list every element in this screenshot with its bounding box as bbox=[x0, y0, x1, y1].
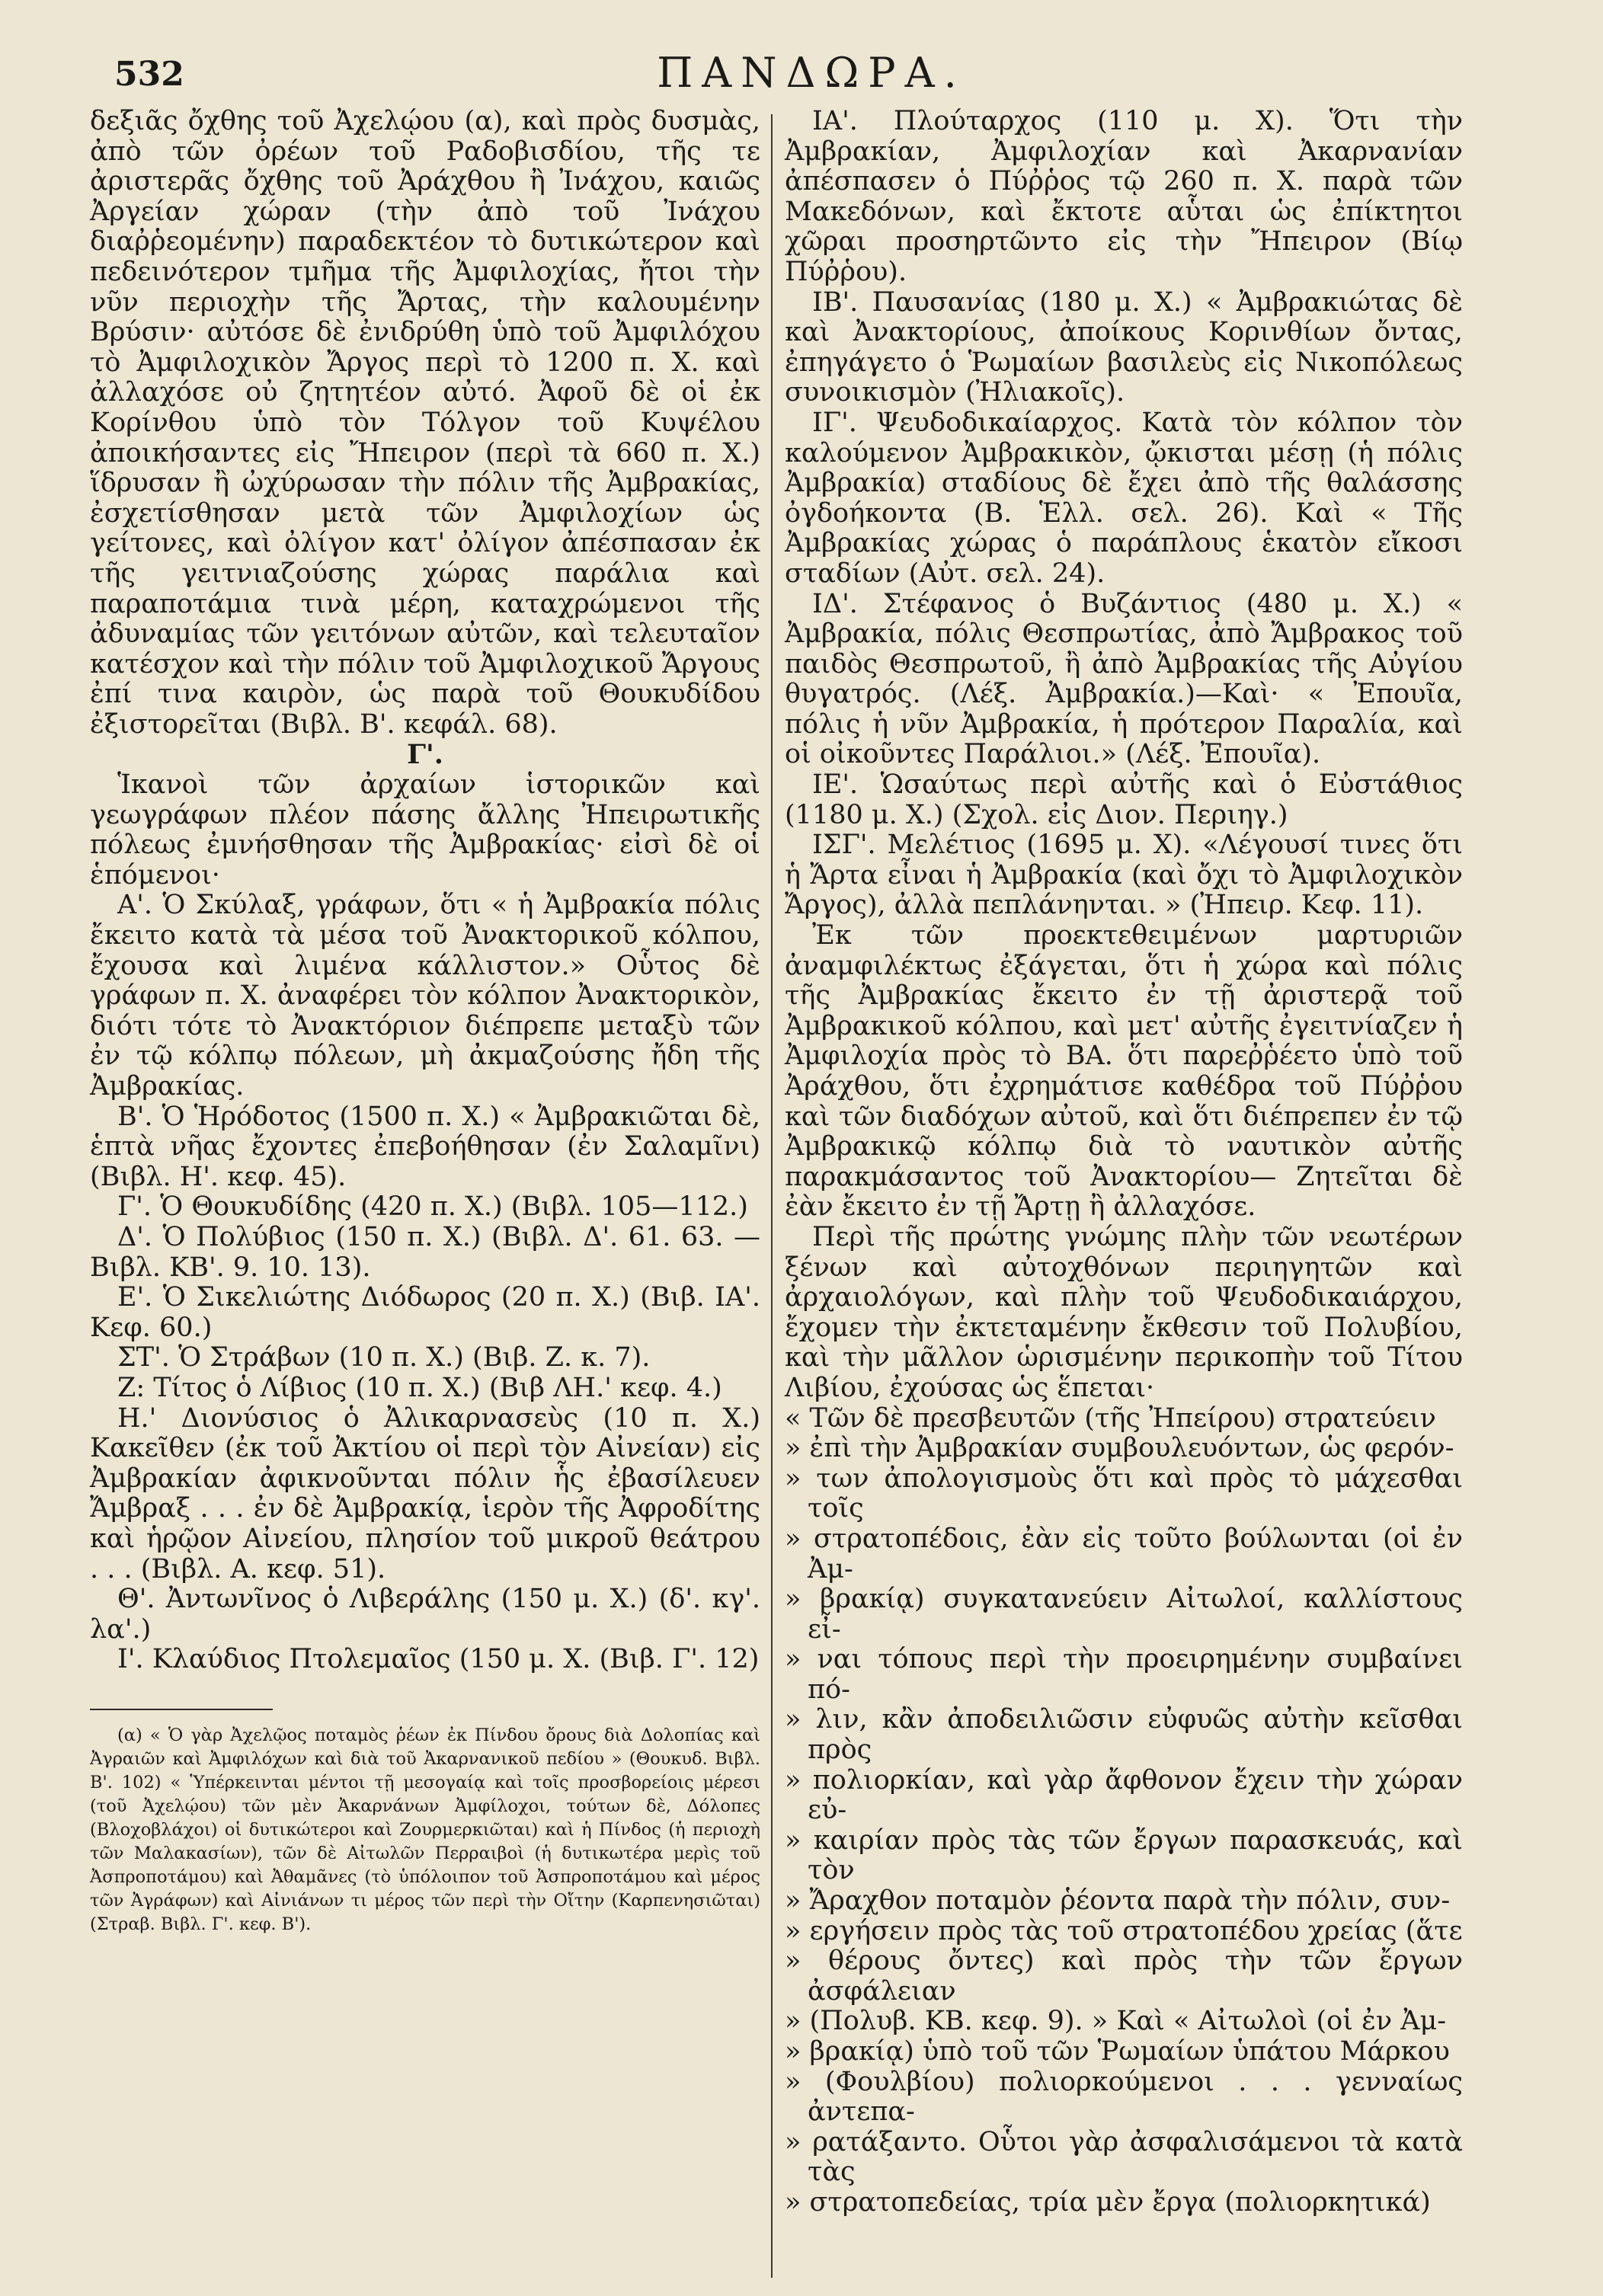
footnote-rule bbox=[90, 1709, 273, 1710]
quote-line: » ἐπὶ τὴν Ἀμβρακίαν συμβουλευόντων, ὡς φερόν- bbox=[785, 1433, 1454, 1464]
source-entry: Α'. Ὁ Σκύλαξ, γράφων, ὅτι « ἡ Ἀμβρακία πόλις ἔκειτο κατὰ τὰ μέσα τοῦ Ἀνακτορικοῦ κόλπου, ἔχουσα καὶ λιμένα κάλλιστον.» Οὗτος δὲ γράφων π. Χ. ἀναφέρει τὸν κόλπον Ἀνακτορικὸν, διότι τότε τὸ Ἀνακτόριον διέπρεπε μεταξὺ τῶν ἐν τῷ κόλπῳ πόλεων, μὴ ἀκμαζούσης ἤδη τῆς Ἀμβρακίας. bbox=[90, 890, 760, 1102]
paragraph: Ἱκανοὶ τῶν ἀρχαίων ἱστορικῶν καὶ γεωγράφων πλέον πάσης ἄλλης Ἠπειρωτικῆς πόλεως ἐμνήσθησαν τῆς Ἀμβρακίας· εἰσὶ δὲ οἱ ἑπόμενοι· bbox=[90, 769, 760, 891]
page-header bbox=[114, 49, 1509, 110]
source-entry: Ι'. Κλαύδιος Πτολεμαῖος (150 μ. Χ. (Βιβ. Γ'. 12) bbox=[117, 1644, 760, 1675]
quote-line: » Ἄραχθον ποταμὸν ῥέοντα παρὰ τὴν πόλιν, συν- bbox=[785, 1885, 1451, 1917]
quote-line: » βρακίᾳ) συγκατανεύειν Αἰτωλοί, καλλίστους εἶ- bbox=[785, 1584, 1472, 1645]
quote-line: » ρατάξαντο. Οὗτοι γὰρ ἀσφαλισάμενοι τὰ κατὰ τὰς bbox=[785, 2126, 1472, 2188]
source-entry: Γ'. Ὁ Θουκυδίδης (420 π. Χ.) (Βιβλ. 105—112.) bbox=[117, 1191, 748, 1223]
source-entry: Θ'. Ἀντωνῖνος ὁ Λιβεράλης (150 μ. Χ.) (δ'. κγ'. λα'.) bbox=[90, 1584, 760, 1645]
quote-line: » λιν, κἂν ἀποδειλιῶσιν εὐφυῶς αὐτὴν κεῖσθαι πρὸς bbox=[785, 1704, 1472, 1766]
quote-line: » εργήσειν πρὸς τὰς τοῦ στρατοπέδου χρείας (ἅτε bbox=[785, 1915, 1463, 1946]
quote-line: » των ἀπολογισμοὺς ὅτι καὶ πρὸς τὸ μάχεσθαι τοῖς bbox=[785, 1463, 1472, 1524]
paragraph: δεξιᾶς ὄχθης τοῦ Ἀχελῴου (α), καὶ πρὸς δυσμὰς, ἀπὸ τῶν ὀρέων τοῦ Ραδοβισδίου, τῆς τε ἀριστερᾶς ὄχθης τοῦ Ἀράχθου ἢ Ἰνάχου, καιῶς Ἀργείαν χώραν (τὴν ἀπὸ τοῦ Ἰνάχου διαῤῥεομένην) παραδεκτέον τὸ δυτικώτερον καὶ πεδεινότερον τμῆμα τῆς Ἀμφιλοχίας, ἤτοι τὴν νῦν περιοχὴν τῆς Ἄρτας, τὴν καλουμένην Βρύσιν· αὐτόσε δὲ ἐνιδρύθη ὑπὸ τοῦ Ἀμφιλόχου τὸ Ἀμφιλοχικὸν Ἄργος περὶ τὸ 1200 π. Χ. καὶ ἀλλαχόσε οὐ ζητητέον αὐτό. Ἀφοῦ δὲ οἱ ἐκ Κορίνθου ὑπὸ τὸν Τόλγον τοῦ Κυψέλου ἀποικήσαντες εἰς Ἤπειρον (περὶ τὰ 660 π. Χ.) ἵδρυσαν ἢ ὠχύρωσαν τὴν πόλιν τῆς Ἀμβρακίας, ἐσχετίσθησαν μετὰ τῶν Ἀμφιλοχίων ὡς γείτονες, καὶ ὀλίγον κατ' ὀλίγον ἀπέσπασαν ἐκ τῆς γειτνιαζούσης χώρας παράλια καὶ παραποτάμια τινὰ μέρη, καταχρώμενοι τῆς ἀδυναμίας τῶν γειτόνων αὐτῶν, καὶ τελευταῖον κατέσχον καὶ τὴν πόλιν τοῦ Ἀμφιλοχικοῦ Ἄργους ἐπί τινα καιρὸν, ὡς παρὰ τοῦ Θουκυδίδου ἐξιστορεῖται (Βιβλ. Β'. κεφάλ. 68). bbox=[90, 106, 760, 740]
source-entry: Δ'. Ὁ Πολύβιος (150 π. Χ.) (Βιβλ. Δ'. 61. 63. — Βιβλ. ΚΒ'. 9. 10. 13). bbox=[90, 1221, 760, 1283]
source-entry: Β'. Ὁ Ἡρόδοτος (1500 π. Χ.) « Ἀμβρακιῶται δὲ, ἑπτὰ νῆας ἔχοντες ἐπεβοήθησαν (ἐν Σαλαμῖνι) (Βιβλ. Η'. κεφ. 45). bbox=[90, 1101, 760, 1192]
source-entry: ΙΕ'. Ὡσαύτως περὶ αὐτῆς καὶ ὁ Εὐστάθιος (1180 μ. Χ.) (Σχολ. εἰς Διον. Περιηγ.) bbox=[785, 769, 1463, 830]
source-entry: ΙΒ'. Παυσανίας (180 μ. Χ.) « Ἀμβρακιώτας δὲ καὶ Ἀνακτορίους, ἀποίκους Κορινθίων ὄντας, ἐπηγάγετο ὁ Ῥωμαίων βασιλεὺς εἰς Νικοπόλεως συνοικισμὸν (Ἠλιακοῖς). bbox=[785, 286, 1463, 408]
source-entry: Η.' Διονύσιος ὁ Ἀλικαρνασεὺς (10 π. Χ.) Κακεῖθεν (ἐκ τοῦ Ἀκτίου οἱ περὶ τὸν Αἰνείαν) εἰς Ἀμβρακίαν ἀφικνοῦνται πόλιν ἧς ἐβασίλευεν Ἄμβραξ . . . ἐν δὲ Ἀμβρακίᾳ, ἱερὸν τῆς Ἀφροδίτης καὶ ἡρῷον Αἰνείου, πλησίον τοῦ μικροῦ θεάτρου . . . (Βιβλ. Α. κεφ. 51). bbox=[90, 1402, 760, 1584]
left-column bbox=[90, 107, 760, 1936]
quote-line: » πολιορκίαν, καὶ γὰρ ἄφθονον ἔχειν τὴν χώραν εὐ- bbox=[785, 1764, 1472, 1826]
quote-line: » (Πολυβ. ΚΒ. κεφ. 9). » Καὶ « Αἰτωλοὶ (οἱ ἐν Ἀμ- bbox=[785, 2006, 1447, 2037]
running-title: ΠΑΝΔΩΡΑ. bbox=[657, 49, 966, 97]
source-entry: ΙΑ'. Πλούταρχος (110 μ. Χ). Ὅτι τὴν Ἀμβρακίαν, Ἀμφιλοχίαν καὶ Ἀκαρνανίαν ἀπέσπασεν ὁ Πύῤῥος τῷ 260 π. Χ. παρὰ τῶν Μακεδόνων, καὶ ἔκτοτε αὗται ὡς ἐπίκτητοι χῶραι προσηρτῶντο εἰς τὴν Ἤπειρον (Βίῳ Πύῤῥου). bbox=[785, 106, 1463, 287]
quote-line: « Τῶν δὲ πρεσβευτῶν (τῆς Ἠπείρου) στρατεύειν bbox=[785, 1402, 1436, 1434]
quote-line: » στρατοπέδοις, ἐὰν εἰς τοῦτο βούλωνται (οἱ ἐν Ἀμ- bbox=[785, 1523, 1472, 1584]
source-entry: ΙΣΓ'. Μελέτιος (1695 μ. Χ). «Λέγουσί τινες ὅτι ἡ Ἄρτα εἶναι ἡ Ἀμβρακία (καὶ ὄχι τὸ Ἀμφιλοχικὸν Ἄργος), ἀλλὰ πεπλάνηνται. » (Ἠπειρ. Κεφ. 11). bbox=[785, 830, 1463, 921]
page-number: 532 bbox=[114, 55, 184, 94]
block-quote bbox=[785, 1402, 1472, 2218]
section-heading: Γ'. bbox=[407, 739, 443, 771]
quote-line: » στρατοπεδείας, τρία μὲν ἔργα (πολιορκητικά) bbox=[785, 2186, 1431, 2218]
source-entry: Ε'. Ὁ Σικελιώτης Διόδωρος (20 π. Χ.) (Βιβ. ΙΑ'. Κεφ. 60.) bbox=[90, 1282, 760, 1343]
source-entry: ΣΤ'. Ὁ Στράβων (10 π. Χ.) (Βιβ. Ζ. κ. 7). bbox=[117, 1342, 651, 1373]
footnote: (α) « Ὁ γὰρ Ἀχελῷος ποταμὸς ῥέων ἐκ Πίνδου ὄρους διὰ Δολοπίας καὶ Ἀγραιῶν καὶ Ἀμφιλόχων καὶ διὰ τοῦ Ἀκαρνανικοῦ πεδίου » (Θουκυδ. Βιβλ. Β'. 102) « Ὑπέρκεινται μέντοι τῇ μεσογαίᾳ καὶ τοῖς προσβορείοις μέρεσι (τοῦ Ἀχελῴου) τῶν μὲν Ἀκαρνάνων Ἀμφίλοχοι, τούτων δὲ, Δόλοπες (Βλοχοβλάχοι) οἱ δυτικώτεροι καὶ Ζουρμερκιῶται) καὶ ἡ Πίνδος (ἡ περιοχὴ τῶν Μαλακασίων), τῶν δὲ Αἰτωλῶν Περραιβοὶ (ἡ δυτικωτέρα μερὶς τοῦ Ἀσπροποτάμου) καὶ Ἀθαμᾶνες (τὸ ὑπόλοιπον τοῦ Ἀσπροποτάμου καὶ μέρος τῶν Ἀγράφων) καὶ Αἰνιάνων τι μέρος τῶν περὶ τὴν Οἴτην (Καρπενησιῶται) (Στραβ. Βιβλ. Γ'. κεφ. Β'). bbox=[90, 1725, 760, 1934]
quote-line: » καιρίαν πρὸς τὰς τῶν ἔργων παρασκευάς, καὶ τὸν bbox=[785, 1824, 1472, 1886]
quote-line: » (Φουλβίου) πολιορκούμενοι . . . γενναίως ἀντεπα- bbox=[785, 2066, 1472, 2128]
source-entry: ΙΓ'. Ψευδοδικαίαρχος. Κατὰ τὸν κόλπον τὸν καλούμενον Ἀμβρακικὸν, ᾤκισται μέσῃ (ἡ πόλις Ἀμβρακία) σταδίους δὲ ἔχει ἀπὸ τῆς θαλάσσης ὀγδοήκοντα (Β. Ἑλλ. σελ. 26). Καὶ « Τῆς Ἀμβρακίας χώρας ὁ παράπλους ἑκατὸν εἴκοσι σταδίων (Αὐτ. σελ. 24). bbox=[785, 407, 1463, 589]
quote-line: » βρακίᾳ) ὑπὸ τοῦ τῶν Ῥωμαίων ὑπάτου Μάρκου bbox=[785, 2036, 1450, 2067]
paragraph: Ἐκ τῶν προεκτεθειμένων μαρτυριῶν ἀναμφιλέκτως ἐξάγεται, ὅτι ἡ χώρα καὶ πόλις τῆς Ἀμβρακίας ἔκειτο ἐν τῇ ἀριστερᾷ τοῦ Ἀμβρακικοῦ κόλπου, καὶ μετ' αὐτῆς ἐγειτνίαζεν ἡ Ἀμφιλοχία πρὸς τὸ ΒΑ. ὅτι παρεῤῥέετο ὑπὸ τοῦ Ἀράχθου, ὅτι ἐχρημάτισε καθέδρα τοῦ Πύῤῥου καὶ τῶν διαδόχων αὐτοῦ, καὶ ὅτι διέπρεπεν ἐν τῷ Ἀμβρακικῷ κόλπῳ διὰ τὸ ναυτικὸν αὐτῆς παρακμάσαντος τοῦ Ἀνακτορίου— Ζητεῖται δὲ ἐὰν ἔκειτο ἐν τῇ Ἄρτῃ ἢ ἀλλαχόσε. bbox=[785, 920, 1463, 1223]
source-entry: ΙΔ'. Στέφανος ὁ Βυζάντιος (480 μ. Χ.) « Ἀμβρακία, πόλις Θεσπρωτίας, ἀπὸ Ἄμβρακος τοῦ παιδὸς Θεσπρωτοῦ, ἢ ἀπὸ Ἀμβρακίας τῆς Αὐγίου θυγατρός. (Λέξ. Ἀμβρακία.)—Καὶ· « Ἐπουῖα, πόλις ἡ νῦν Ἀμβρακία, ἡ πρότερον Παραλία, καὶ οἱ οἰκοῦντες Παράλιοι.» (Λέξ. Ἐπουῖα). bbox=[785, 588, 1463, 770]
source-entry: Ζ: Τίτος ὁ Λίβιος (10 π. Χ.) (Βιβ ΛΗ.' κεφ. 4.) bbox=[117, 1372, 722, 1403]
quote-line: » θέρους ὄντες) καὶ πρὸς τὴν τῶν ἔργων ἀσφάλειαν bbox=[785, 1946, 1472, 2007]
right-column bbox=[785, 106, 1472, 2218]
column-divider bbox=[771, 114, 773, 2278]
paragraph: Περὶ τῆς πρώτης γνώμης πλὴν τῶν νεωτέρων ξένων καὶ αὐτοχθόνων περιηγητῶν καὶ ἀρχαιολόγων, καὶ πλὴν τοῦ Ψευδοδικαιάρχου, ἔχομεν τὴν ἐκτεταμένην ἔκθεσιν τοῦ Πολυβίου, καὶ τὴν μᾶλλον ὡρισμένην περικοπὴν τοῦ Τίτου Λιβίου, ἐχούσας ὡς ἕπεται· bbox=[785, 1221, 1463, 1403]
quote-line: » ναι τόπους περὶ τὴν προειρημένην συμβαίνει πό- bbox=[785, 1644, 1472, 1705]
